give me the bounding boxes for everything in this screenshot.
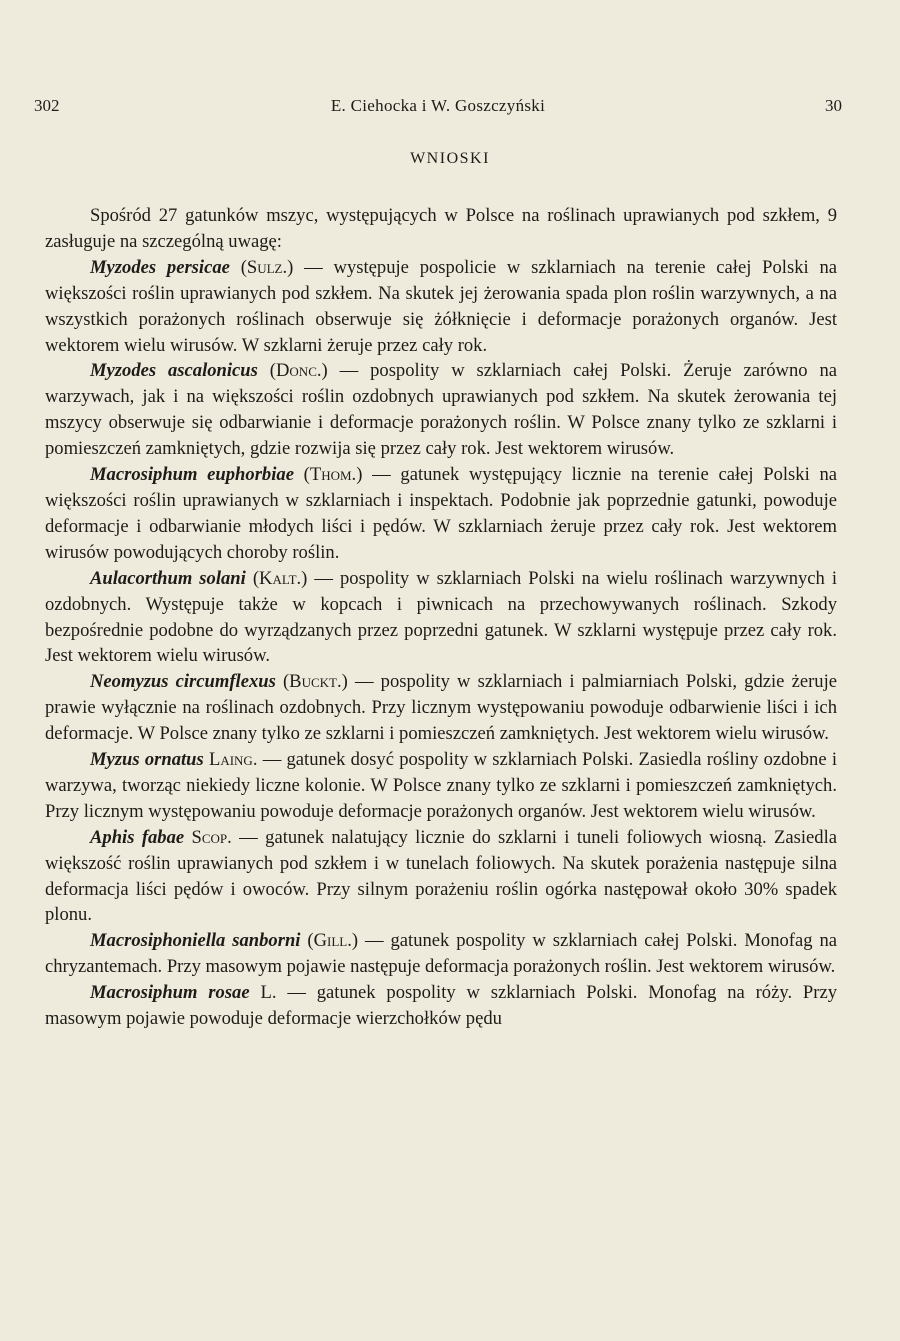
species-description: — gatunek dosyć pospolity w szklarniach Polski. Zasiedla rośliny ozdobne i warzywa, tworząc niekiedy liczne kolonie. W Polsce znany tylko ze szklarni i pomieszczeń zamkniętych. Przy licznym występowaniu powoduje deformacje porażonych organów. Jest wektorem wielu wirusów. [45,749,837,822]
species-author: Laing. [208,749,258,771]
species-name: Aulacorthum solani [90,567,246,589]
species-name: Macrosiphum rosae [90,982,250,1004]
species-name: Myzus ornatus [90,749,204,771]
species-author: L. [260,982,277,1004]
page-number-right: 30 [825,96,842,115]
species-name: Neomyzus circumflexus [90,671,276,693]
intro-paragraph: Spośród 27 gatunków mszyc, występujących w Polsce na roślinach uprawianych pod szkłem, 9 zasługuje na szczególną uwagę: [45,205,837,252]
species-description: — gatunek nalatujący licznie do szklarni i tuneli foliowych wiosną. Zasiedla większość roślin uprawianych pod szkłem i w tunelach foliowych. Na skutek porażenia następuje silna deformacja liści pędów i owoców. Przy silnym porażeniu roślin ogórka następował około 30% spadek plonu. [45,826,837,926]
running-title: E. Ciehocka i W. Goszczyński [330,96,546,115]
species-author: Scop. [191,826,232,848]
species-name: Macrosiphoniella sanborni [90,930,301,952]
species-paragraph [45,747,837,825]
species-paragraph [45,669,837,747]
species-description: — występuje pospolicie w szklarniach na terenie całej Polski na większości roślin uprawianych pod szkłem. Na skutek jej żerowania spada plon roślin warzywnych, a na wszystkich porażonych roślinach obserwuje się żółknięcie i deformacje porażonych organów. Jest wektorem wielu wirusów. W szklarni żeruje przez cały rok. [45,256,837,356]
species-author: (Thom.) [303,464,363,486]
species-paragraph [45,462,837,566]
section-title: WNIOSKI [410,150,490,167]
species-paragraph [45,358,837,462]
species-name: Aphis fabae [90,826,185,848]
species-paragraph [45,980,837,1032]
species-paragraph [45,928,837,980]
species-paragraph [45,255,837,359]
page-number-left: 302 [34,96,60,115]
species-author: (Buckt.) [282,671,348,693]
species-name: Myzodes ascalonicus [90,360,258,382]
species-author: (Kalt.) [252,567,308,589]
page-header [34,96,842,122]
species-description: — pospolity w szklarniach Polski na wielu roślinach warzywnych i ozdobnych. Występuje także w kopcach i piwnicach na przechowywanych roślinach. Szkody bezpośrednie podobne do wyrządzanych przez poprzedni gatunek. W szklarni występuje przez cały rok. Jest wektorem wielu wirusów. [45,567,838,667]
species-author: (Gill.) [307,930,359,952]
species-paragraph [45,825,837,929]
species-description: — pospolity w szklarniach całej Polski. Żeruje zarówno na warzywach, jak i na większości roślin ozdobnych uprawianych pod szkłem. Na skutek żerowania tej mszycy obserwuje się odbarwianie i deformacje porażonych roślin. W Polsce znany tylko ze szklarni i pomieszczeń zamkniętych, gdzie rozwija się przez cały rok. Jest wektorem wirusów. [45,360,838,460]
species-description: — gatunek pospolity w szklarniach całej Polski. Monofag na chryzantemach. Przy masowym pojawie następuje deformacja porażonych roślin. Jest wektorem wirusów. [45,930,837,978]
species-name: Myzodes persicae [90,256,230,278]
species-paragraph [45,566,837,670]
species-description: — gatunek występujący licznie na terenie całej Polski na większości roślin uprawianych w szklarniach i inspektach. Podobnie jak poprzednie gatunki, powoduje deformacje i odbarwianie młodych liści i pędów. W szklarniach żeruje przez cały rok. Jest wektorem wirusów powodujących choroby roślin. [45,464,837,563]
species-author: (Donc.) [269,360,328,382]
species-description: — gatunek pospolity w szklarniach Polski. Monofag na róży. Przy masowym pojawie powoduje deformacje wierzchołków pędu [45,982,838,1030]
species-description: — pospolity w szklarniach i palmiarniach Polski, gdzie żeruje prawie wyłącznie na roślinach ozdobnych. Przy licznym występowaniu powoduje odbarwienie liści i ich deformacje. W Polsce znany tylko ze szklarni i pomieszczeń zamkniętych. Jest wektorem wielu wirusów. [45,671,837,745]
species-author: (Sulz.) [240,256,294,278]
body-text [45,203,837,1032]
species-name: Macrosiphum euphorbiae [90,464,294,486]
